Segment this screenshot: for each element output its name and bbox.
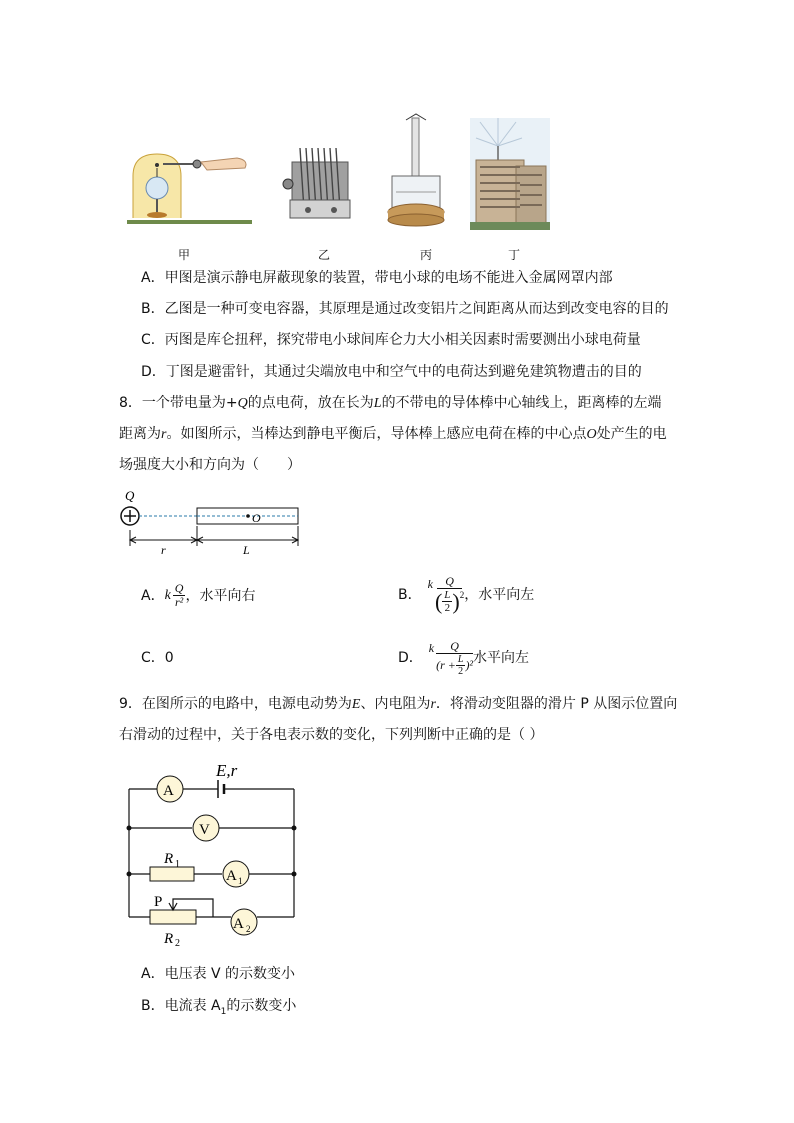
q8-fig-l-label: L: [243, 543, 250, 557]
caption-bing: 丙: [420, 248, 433, 262]
figure-bing: [386, 112, 446, 230]
svg-text:A: A: [163, 783, 174, 799]
svg-text:A: A: [226, 868, 237, 884]
q9-option-b: B．电流表 $A_1$的示数变小: [141, 998, 297, 1017]
q9-stem-line2: 右滑动的过程中，关于各电表示数的变化，下列判断中正确的是（ ）: [119, 727, 544, 743]
q8-option-d: D． k Q (r + $\frac{L}{2}$ )² 水平向左: [398, 638, 530, 677]
q8-option-a: A． k $\frac{Q}{\text{r²}}$ ，水平向右: [141, 581, 256, 609]
svg-text:V: V: [199, 822, 210, 838]
q8-option-b: B． k Q ( $\frac{L}{2}$ ) $^2$ ，水平向左: [398, 574, 535, 614]
svg-text:R: R: [164, 931, 174, 947]
q8-stem-line1: 8．一个带电量为+Q的点电荷，放在长为L的不带电的导体棒中心轴线上，距离棒的左端: [119, 395, 662, 411]
q7-option-d: D．丁图是避雷针，其通过尖端放电中和空气中的电荷达到避免建筑物遭击的目的: [141, 364, 642, 380]
svg-text:1: 1: [238, 876, 243, 886]
q9-stem-line1: 9．在图所示的电路中，电源电动势为E、内电阻为r．将滑动变阻器的滑片 P 从图示位置向: [119, 696, 678, 712]
figure-ding: [470, 118, 550, 230]
q8-stem-line2: 距离为r。如图所示，当棒达到静电平衡后，导体棒上感应电荷在棒的中心点O处产生的电: [119, 426, 667, 442]
caption-yi: 乙: [318, 248, 331, 262]
q8-option-c: C．0: [141, 650, 174, 666]
q9-circuit: [120, 760, 305, 950]
resistor-r1: [150, 867, 194, 881]
svg-text:R: R: [164, 851, 174, 867]
caption-jia: 甲: [178, 248, 191, 262]
rheostat-r2: [150, 910, 196, 924]
svg-text:2: 2: [175, 938, 180, 949]
svg-text:2: 2: [246, 924, 251, 934]
q8-fig-r-label: r: [161, 543, 166, 557]
caption-ding: 丁: [508, 248, 521, 262]
svg-text:1: 1: [175, 859, 180, 870]
q7-option-c: C．丙图是库仑扭秤，探究带电小球间库仑力大小相关因素时需要测出小球电荷量: [141, 332, 641, 348]
figure-yi: [280, 140, 360, 228]
slider-label: P: [154, 894, 163, 910]
q7-option-b: B．乙图是一种可变电容器，其原理是通过改变铝片之间距离从而达到改变电容的目的: [141, 301, 669, 317]
q7-option-a: A．甲图是演示静电屏蔽现象的装置，带电小球的电场不能进入金属网罩内部: [141, 270, 613, 286]
figure-jia: [127, 148, 252, 228]
q8-figure: [115, 486, 305, 558]
source-label: E,r: [216, 761, 238, 780]
q8-fig-charge-label: Q: [125, 488, 135, 503]
q8-fig-center-label: O: [252, 511, 261, 525]
q8-stem-line3: 场强度大小和方向为（ ）: [119, 457, 301, 473]
q9-option-a: A．电压表 V 的示数变小: [141, 966, 296, 982]
svg-text:A: A: [233, 916, 244, 932]
